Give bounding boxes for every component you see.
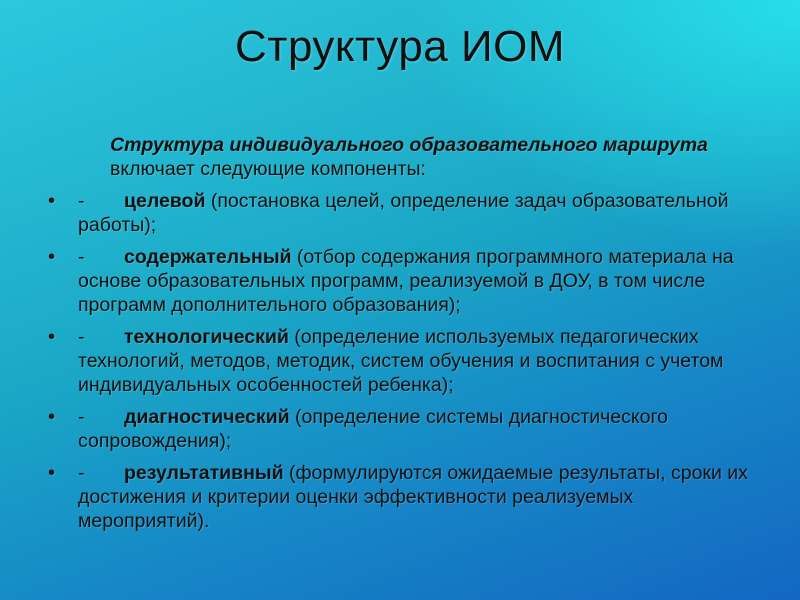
component-list [48, 189, 748, 533]
dash-marker: - [78, 190, 85, 212]
bullet-icon: • [48, 326, 56, 348]
list-item-technology [48, 325, 748, 397]
list-item-result [48, 461, 748, 533]
bullet-icon: • [48, 190, 56, 212]
item-text: (отбор содержания программного материала на основе образовательных программ, реализуемой в ДОУ, в том числе программ дополнительного образования); [78, 246, 734, 316]
list-item-content [48, 245, 748, 317]
item-text: (определение используемых педагогических технологий, методов, методик, систем обучения и воспитания с учетом индивидуальных особенностей ребенка); [78, 326, 724, 396]
dash-marker: - [78, 406, 85, 428]
bullet-icon: • [48, 462, 56, 484]
item-text: (формулируются ожидаемые результаты, сроки их достижения и критерии оценки эффективности реализуемых мероприятий). [78, 462, 748, 532]
dash-marker: - [78, 246, 85, 268]
slide-title: Структура ИОМ [235, 22, 565, 71]
intro-paragraph [48, 133, 748, 181]
dash-marker: - [78, 326, 85, 348]
item-text: (определение системы диагностического сопровождения); [78, 406, 669, 452]
item-term: диагностический [124, 406, 290, 428]
slide-body [48, 133, 748, 541]
intro-rest: включает следующие компоненты: [110, 158, 426, 180]
item-term: результативный [124, 462, 284, 484]
item-text: (постановка целей, определение задач образовательной работы); [78, 190, 729, 236]
bullet-icon: • [48, 246, 56, 268]
item-term: содержательный [124, 246, 292, 268]
item-term: технологический [124, 326, 289, 348]
list-item-diagnostic [48, 405, 748, 453]
intro-emphasis: Структура индивидуального образовательного маршрута [110, 134, 708, 156]
item-term: целевой [124, 190, 206, 212]
list-item-target [48, 189, 748, 237]
dash-marker: - [78, 462, 85, 484]
bullet-icon: • [48, 406, 56, 428]
